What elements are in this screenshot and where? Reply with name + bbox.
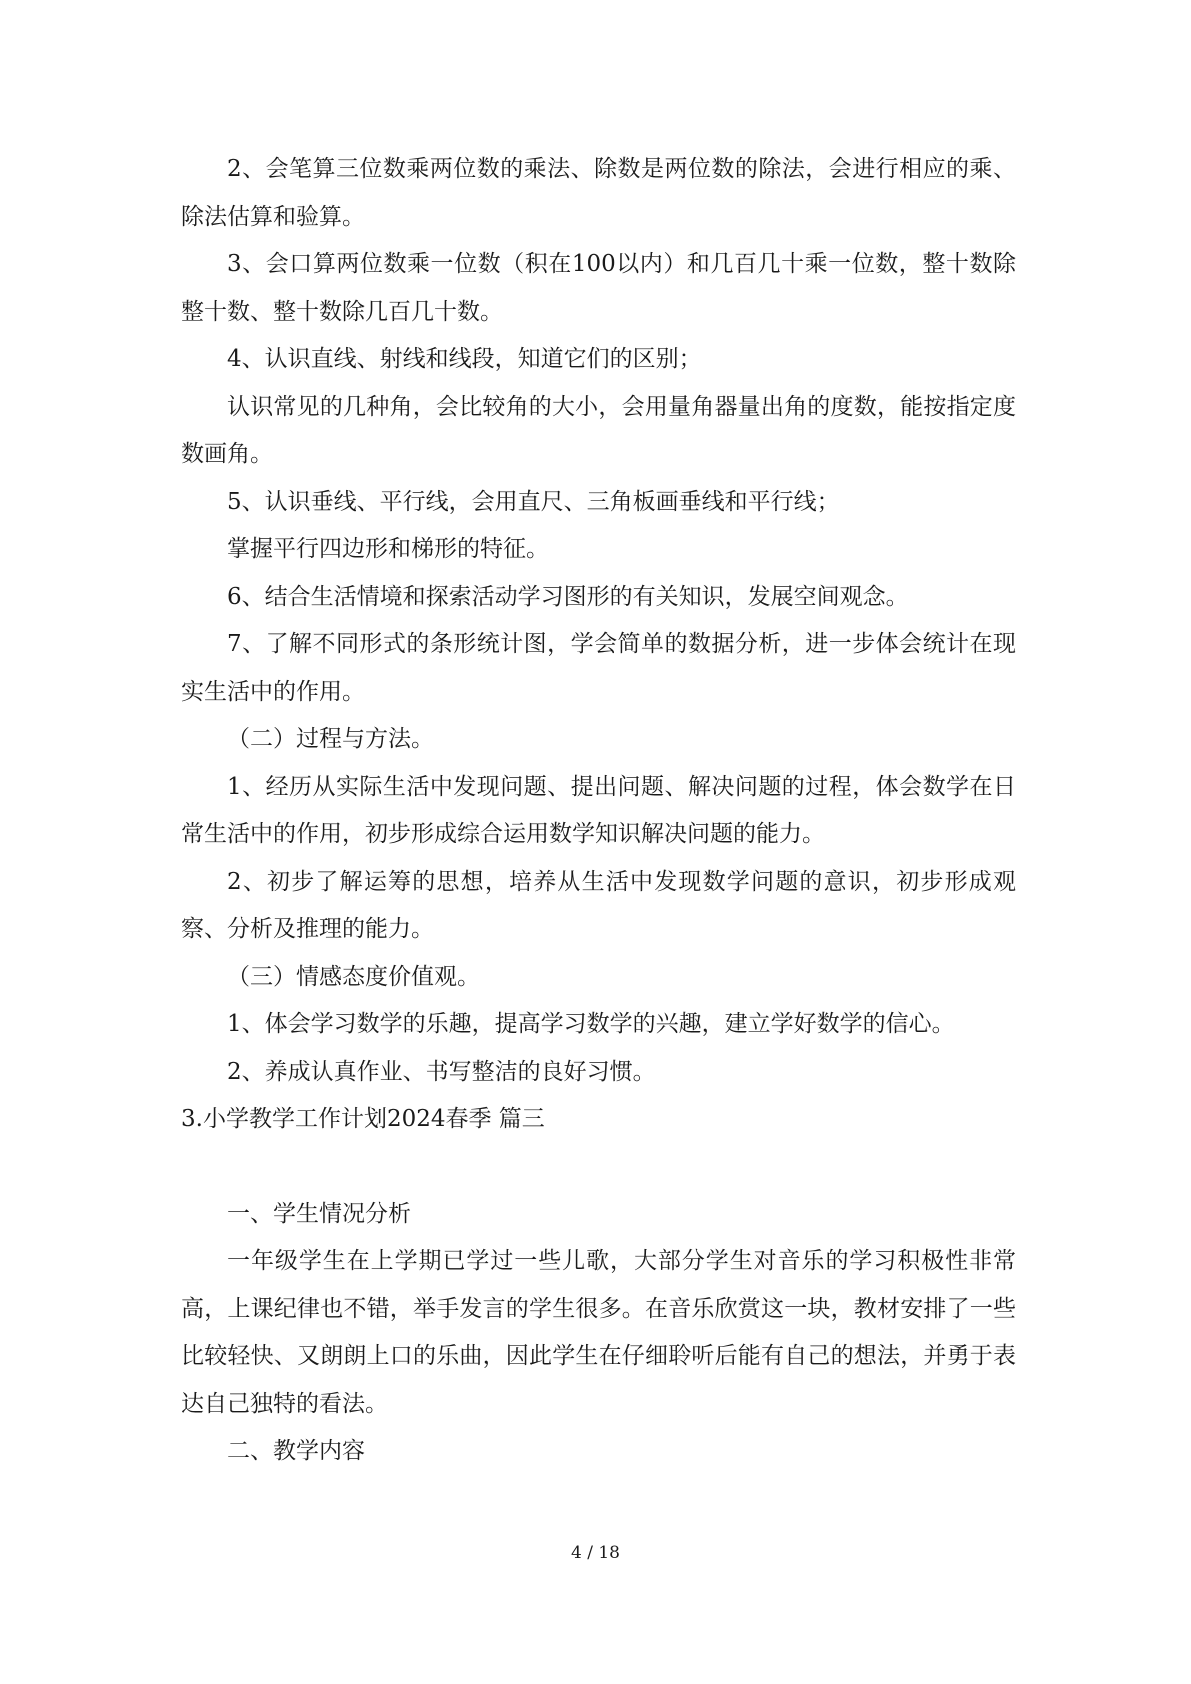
section-subheading: 一、学生情况分析 xyxy=(227,1200,411,1227)
blank-line xyxy=(181,1144,1016,1191)
section-heading: 3.小学教学工作计划2024春季 篇三 xyxy=(181,1106,545,1132)
paragraph: 3、会口算两位数乘一位数（积在100以内）和几百几十乘一位数，整十数除整十数、整十数除几百几十数。 xyxy=(181,251,1016,325)
paragraph: 2、初步了解运筹的思想，培养从生活中发现数学问题的意识，初步形成观察、分析及推理的能力。 xyxy=(181,868,1016,942)
paragraph: 5、认识垂线、平行线，会用直尺、三角板画垂线和平行线； xyxy=(227,488,840,515)
section-subheading: （三）情感态度价值观。 xyxy=(227,963,480,990)
paragraph: 4、认识直线、射线和线段，知道它们的区别； xyxy=(227,346,702,372)
document-body xyxy=(181,146,1016,1476)
paragraph: 认识常见的几种角，会比较角的大小，会用量角器量出角的度数，能按指定度数画角。 xyxy=(181,393,1016,467)
paragraph: 一年级学生在上学期已学过一些儿歌，大部分学生对音乐的学习积极性非常高，上课纪律也不错，举手发言的学生很多。在音乐欣赏这一块，教材安排了一些比较轻快、又朗朗上口的乐曲，因此学生在仔细聆听后能有自己的想法，并勇于表达自己独特的看法。 xyxy=(181,1248,1016,1417)
paragraph: 掌握平行四边形和梯形的特征。 xyxy=(227,536,549,562)
paragraph: 2、养成认真作业、书写整洁的良好习惯。 xyxy=(227,1058,656,1085)
paragraph: 1、经历从实际生活中发现问题、提出问题、解决问题的过程，体会数学在日常生活中的作用，初步形成综合运用数学知识解决问题的能力。 xyxy=(181,773,1016,847)
page-number: 4 / 18 xyxy=(571,1543,620,1563)
paragraph: 6、结合生活情境和探索活动学习图形的有关知识，发展空间观念。 xyxy=(227,583,909,610)
section-subheading: （二）过程与方法。 xyxy=(227,726,434,752)
paragraph: 7、了解不同形式的条形统计图，学会简单的数据分析，进一步体会统计在现实生活中的作用。 xyxy=(181,631,1016,705)
section-subheading: 二、教学内容 xyxy=(227,1438,365,1464)
paragraph: 2、会笔算三位数乘两位数的乘法、除数是两位数的除法，会进行相应的乘、除法估算和验算。 xyxy=(181,156,1016,230)
paragraph: 1、体会学习数学的乐趣，提高学习数学的兴趣，建立学好数学的信心。 xyxy=(227,1011,955,1037)
